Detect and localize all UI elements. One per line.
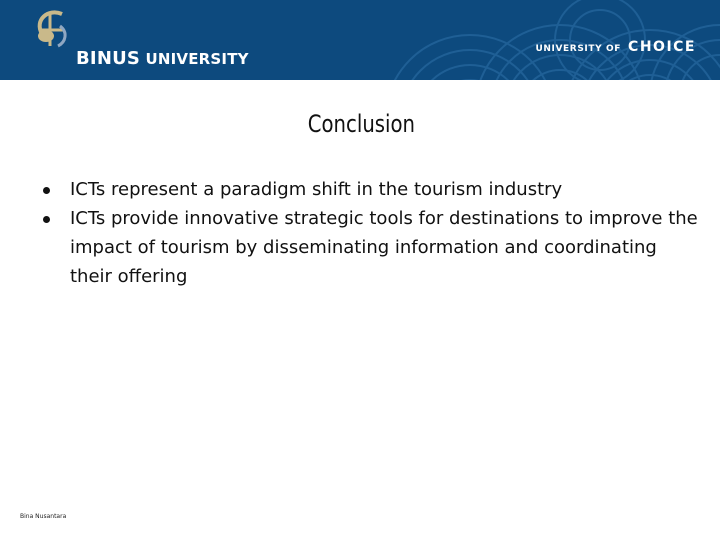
slide-header: [0, 0, 720, 80]
tagline-emphasis: CHOICE: [628, 39, 696, 55]
logo-suffix: UNIVERSITY: [145, 50, 249, 68]
bullet-dot-icon: [43, 216, 50, 223]
bullet-item: [40, 204, 700, 291]
slide-title-text: Conclusion: [307, 110, 415, 138]
bullet-list: [40, 175, 700, 291]
bullet-item: [40, 175, 700, 204]
slide-title: [0, 110, 720, 138]
bullet-text: ICTs provide innovative strategic tools for destinations to improve the impact of tourism by disseminating information and coordinating their offering: [70, 208, 698, 287]
bullet-dot-icon: [43, 187, 50, 194]
logo-brand: BINUS: [76, 48, 141, 69]
bullet-text: ICTs represent a paradigm shift in the tourism industry: [70, 179, 563, 200]
footer-text: Bina Nusantara: [20, 513, 67, 520]
tagline-prefix: UNIVERSITY OF: [535, 44, 621, 54]
binus-logo: [20, 6, 249, 76]
tagline: [536, 36, 697, 55]
logo-wordmark: [76, 48, 249, 69]
